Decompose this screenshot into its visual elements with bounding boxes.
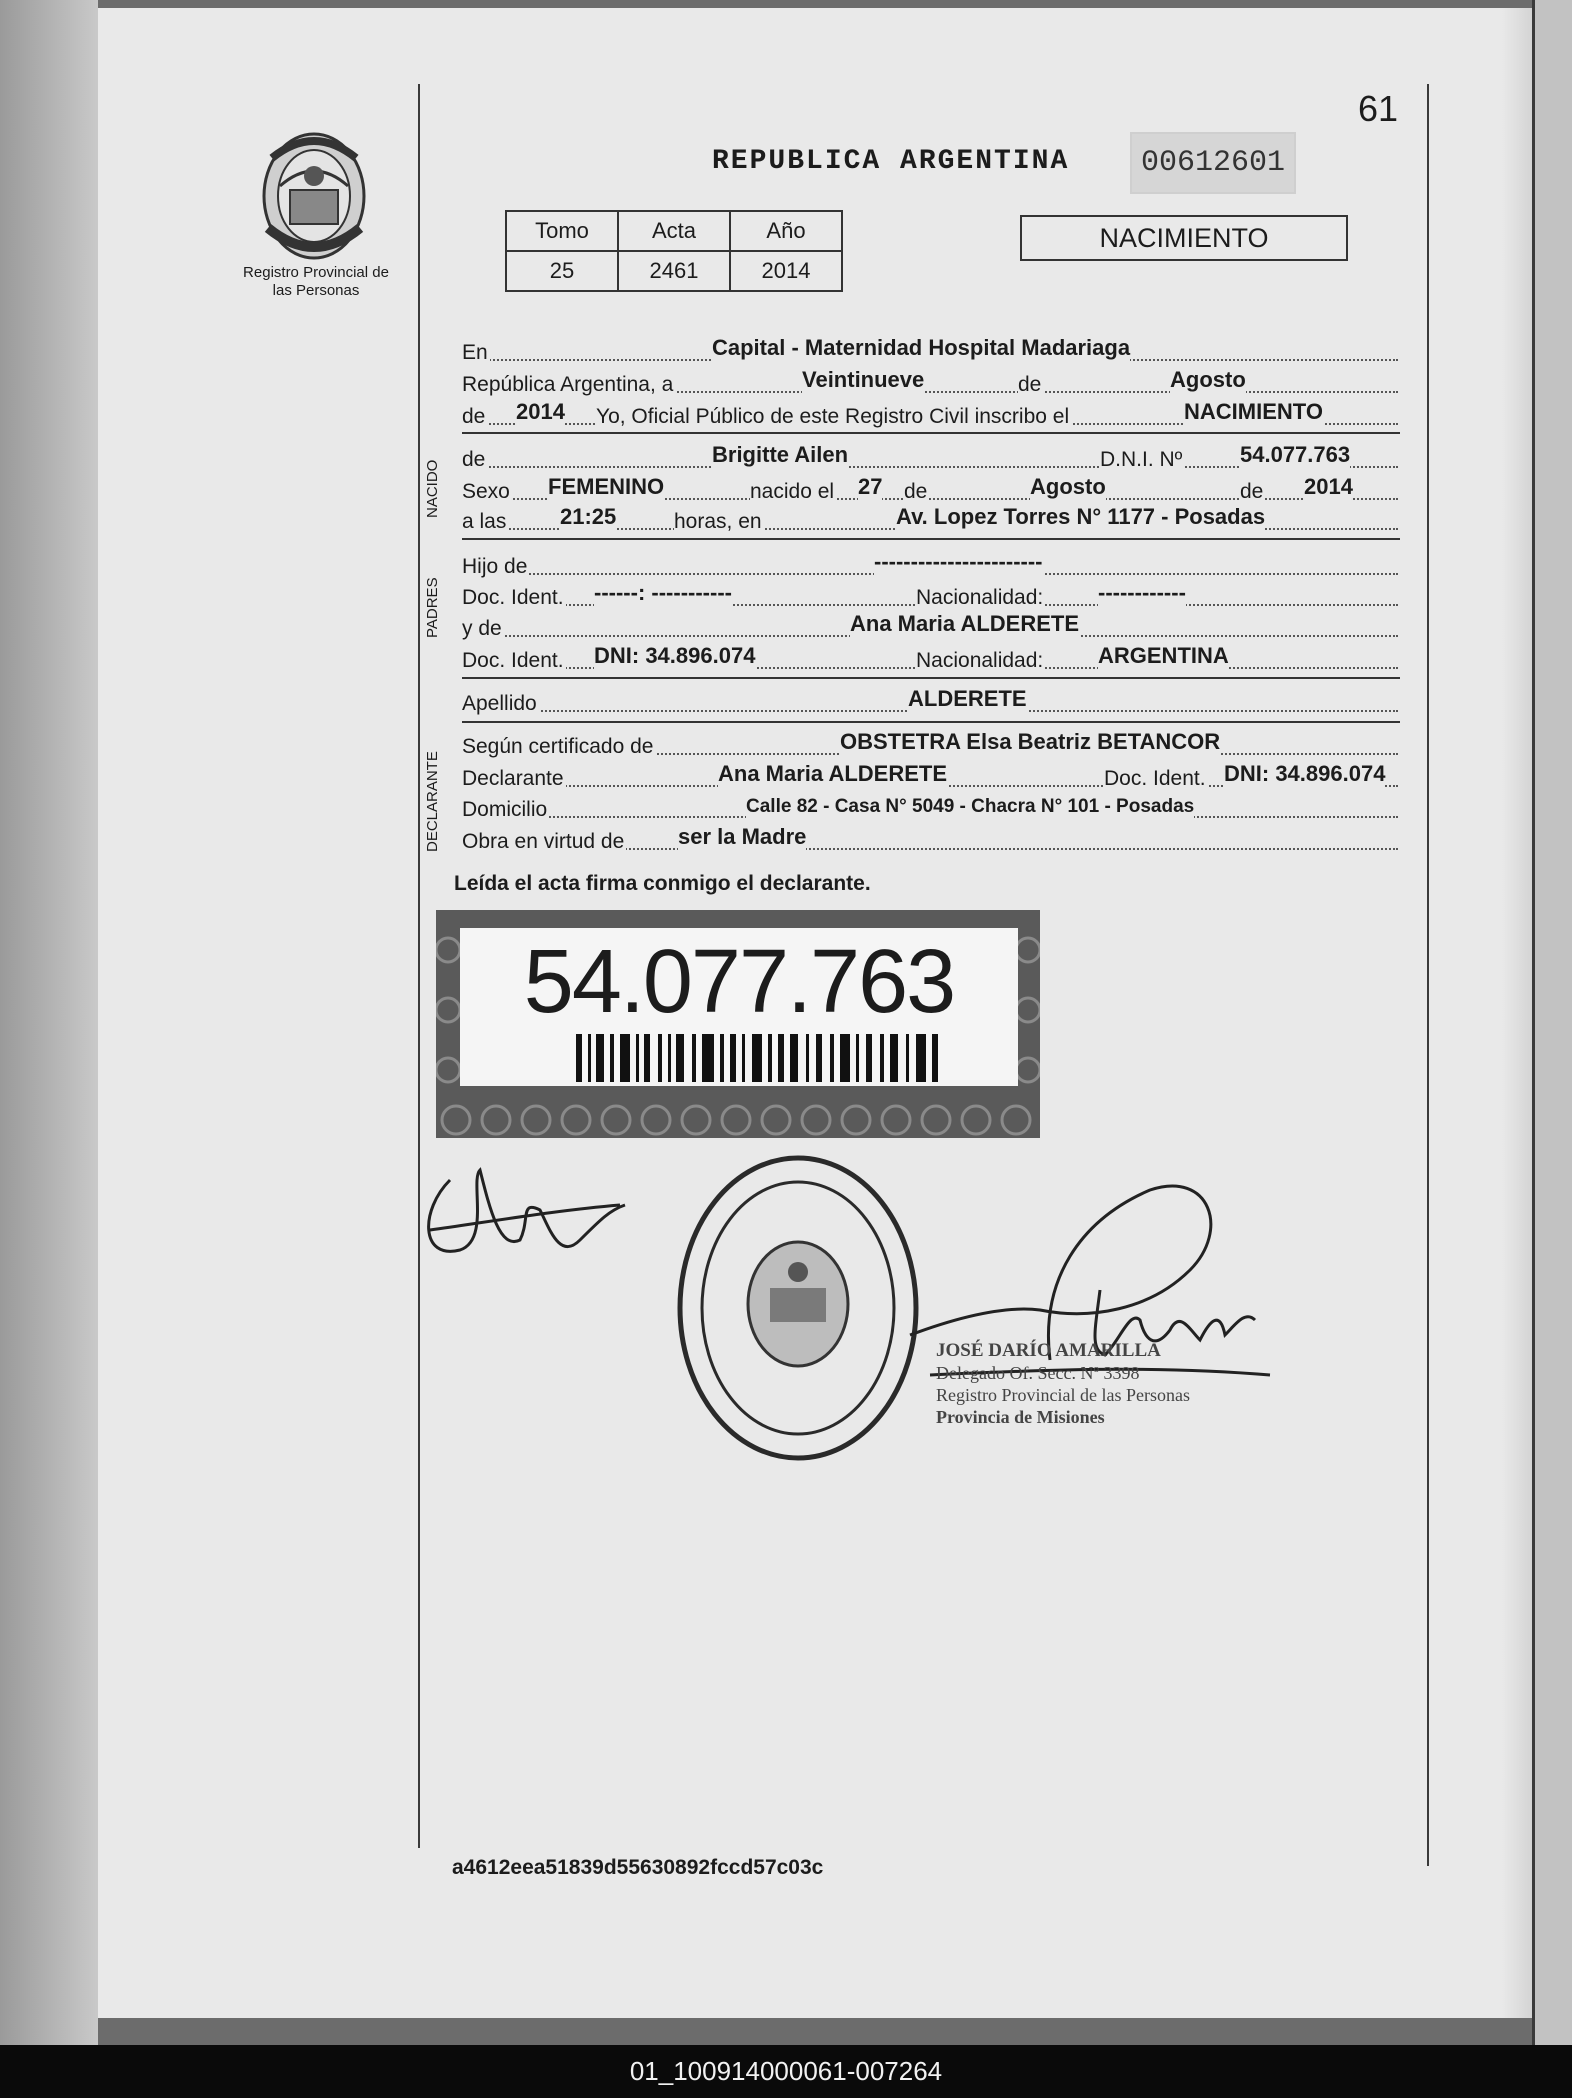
declarant-capacity: ser la Madre bbox=[678, 824, 807, 849]
de-label: de bbox=[1018, 373, 1042, 396]
right-margin-rule bbox=[1427, 84, 1429, 1866]
official-name: JOSÉ DARÍO AMARILLA bbox=[936, 1340, 1161, 1361]
father-doc: ------: ----------- bbox=[594, 580, 732, 605]
birth-year: 2014 bbox=[1304, 474, 1353, 499]
doc-ident-label: Doc. Ident. bbox=[462, 649, 564, 672]
registry-header-row bbox=[506, 211, 842, 251]
de-label: de bbox=[462, 405, 486, 428]
mother-doc: DNI: 34.896.074 bbox=[594, 643, 756, 668]
apellido-label: Apellido bbox=[462, 692, 537, 715]
tomo-header: Tomo bbox=[506, 211, 618, 251]
mother-line bbox=[462, 613, 1398, 643]
closing-statement: Leída el acta firma conmigo el declarante. bbox=[454, 872, 871, 895]
scan-background-left bbox=[0, 0, 98, 2045]
inscription-type: NACIMIENTO bbox=[1184, 399, 1323, 424]
oficial-text: Yo, Oficial Público de este Registro Civil inscribo el bbox=[596, 405, 1070, 428]
domicilio-label: Domicilio bbox=[462, 798, 548, 821]
provincial-seal-logo bbox=[250, 128, 378, 268]
barcode-sticker bbox=[436, 910, 1040, 1138]
birth-time: 21:25 bbox=[560, 504, 617, 529]
sex-birth-line bbox=[462, 476, 1398, 506]
de-label: de bbox=[904, 480, 928, 503]
barcode-bars bbox=[576, 1034, 944, 1082]
certificado-label: Según certificado de bbox=[462, 735, 654, 758]
page-number: 61 bbox=[1358, 88, 1399, 129]
de-label: de bbox=[462, 448, 486, 471]
hijo-de-label: Hijo de bbox=[462, 555, 528, 578]
birth-day: 27 bbox=[858, 474, 883, 499]
year-value: 2014 bbox=[516, 399, 565, 424]
doc-ident-label: Doc. Ident. bbox=[462, 586, 564, 609]
month-value: Agosto bbox=[1170, 367, 1246, 392]
dni-label: D.N.I. Nº bbox=[1100, 448, 1183, 471]
declarant-doc: DNI: 34.896.074 bbox=[1224, 761, 1386, 786]
birth-address: Av. Lopez Torres N° 1177 - Posadas bbox=[896, 504, 1266, 529]
document-hash: a4612eea51839d55630892fccd57c03c bbox=[452, 1856, 824, 1879]
scan-background-right bbox=[1532, 0, 1572, 2045]
birth-month: Agosto bbox=[1030, 474, 1106, 499]
mother-nationality: ARGENTINA bbox=[1098, 643, 1229, 668]
surname-value: ALDERETE bbox=[908, 686, 1027, 711]
declarante-label: Declarante bbox=[462, 767, 564, 790]
certificate-line bbox=[462, 731, 1398, 761]
barcode-label bbox=[460, 928, 1018, 1086]
surname-line bbox=[462, 688, 1398, 718]
official-title: Delegado Of. Secc. Nº 3398 bbox=[936, 1363, 1140, 1383]
year-line bbox=[462, 401, 1398, 431]
sex-value: FEMENINO bbox=[548, 474, 665, 499]
nacionalidad-label: Nacionalidad: bbox=[916, 586, 1044, 609]
anio-header: Año bbox=[730, 211, 842, 251]
serial-number: 00612601 bbox=[1130, 132, 1296, 194]
official-institution: Registro Provincial de las Personas bbox=[936, 1385, 1190, 1405]
child-name: Brigitte Ailen bbox=[712, 442, 849, 467]
place-line bbox=[462, 337, 1398, 367]
father-nationality: ------------ bbox=[1098, 580, 1186, 605]
obra-label: Obra en virtud de bbox=[462, 830, 625, 853]
tomo-value: 25 bbox=[506, 251, 618, 291]
barcode-number: 54.077.763 bbox=[523, 932, 955, 1032]
father-doc-line bbox=[462, 582, 1398, 612]
en-label: En bbox=[462, 341, 488, 364]
capacity-line bbox=[462, 826, 1398, 856]
place-value: Capital - Maternidad Hospital Madariaga bbox=[712, 335, 1131, 360]
nacido-section-label: NACIDO bbox=[424, 459, 441, 518]
child-dni: 54.077.763 bbox=[1240, 442, 1351, 467]
acta-header: Acta bbox=[618, 211, 730, 251]
official-province: Provincia de Misiones bbox=[936, 1407, 1105, 1427]
sexo-label: Sexo bbox=[462, 480, 510, 503]
child-name-line bbox=[462, 444, 1398, 474]
certificate-value: OBSTETRA Elsa Beatriz BETANCOR bbox=[840, 729, 1221, 754]
declarant-name: Ana Maria ALDERETE bbox=[718, 761, 948, 786]
address-line bbox=[462, 794, 1398, 824]
father-line bbox=[462, 551, 1398, 581]
nacionalidad-label: Nacionalidad: bbox=[916, 649, 1044, 672]
country-title: REPUBLICA ARGENTINA bbox=[712, 146, 1070, 177]
mother-name: Ana Maria ALDERETE bbox=[850, 611, 1080, 636]
declarant-signature bbox=[410, 1150, 640, 1280]
declarant-address: Calle 82 - Casa N° 5049 - Chacra N° 101 - Posadas bbox=[746, 796, 1195, 817]
acta-value: 2461 bbox=[618, 251, 730, 291]
mother-doc-line bbox=[462, 645, 1398, 675]
scan-footer-id: 01_100914000061-007264 bbox=[0, 2045, 1572, 2098]
record-kind: NACIMIENTO bbox=[1020, 215, 1348, 261]
doc-ident-label: Doc. Ident. bbox=[1104, 767, 1206, 790]
father-name: ----------------------- bbox=[874, 549, 1043, 574]
date-line bbox=[462, 369, 1398, 399]
republica-label: República Argentina, a bbox=[462, 373, 674, 396]
y-de-label: y de bbox=[462, 617, 502, 640]
day-words: Veintinueve bbox=[802, 367, 925, 392]
birth-time-line bbox=[462, 506, 1398, 536]
padres-section-label: PADRES bbox=[424, 577, 441, 638]
registry-table bbox=[505, 210, 843, 292]
anio-value: 2014 bbox=[730, 251, 842, 291]
institution-label: Registro Provincial de las Personas bbox=[243, 264, 389, 299]
left-margin-rule bbox=[418, 84, 420, 1848]
official-block bbox=[936, 1340, 1190, 1428]
a-las-label: a las bbox=[462, 510, 507, 533]
declarant-line bbox=[462, 763, 1398, 793]
registry-value-row bbox=[506, 251, 842, 291]
declarante-section-label: DECLARANTE bbox=[424, 751, 441, 852]
horas-label: horas, en bbox=[674, 510, 762, 533]
nacido-el-label: nacido el bbox=[750, 480, 835, 503]
de-label: de bbox=[1240, 480, 1264, 503]
